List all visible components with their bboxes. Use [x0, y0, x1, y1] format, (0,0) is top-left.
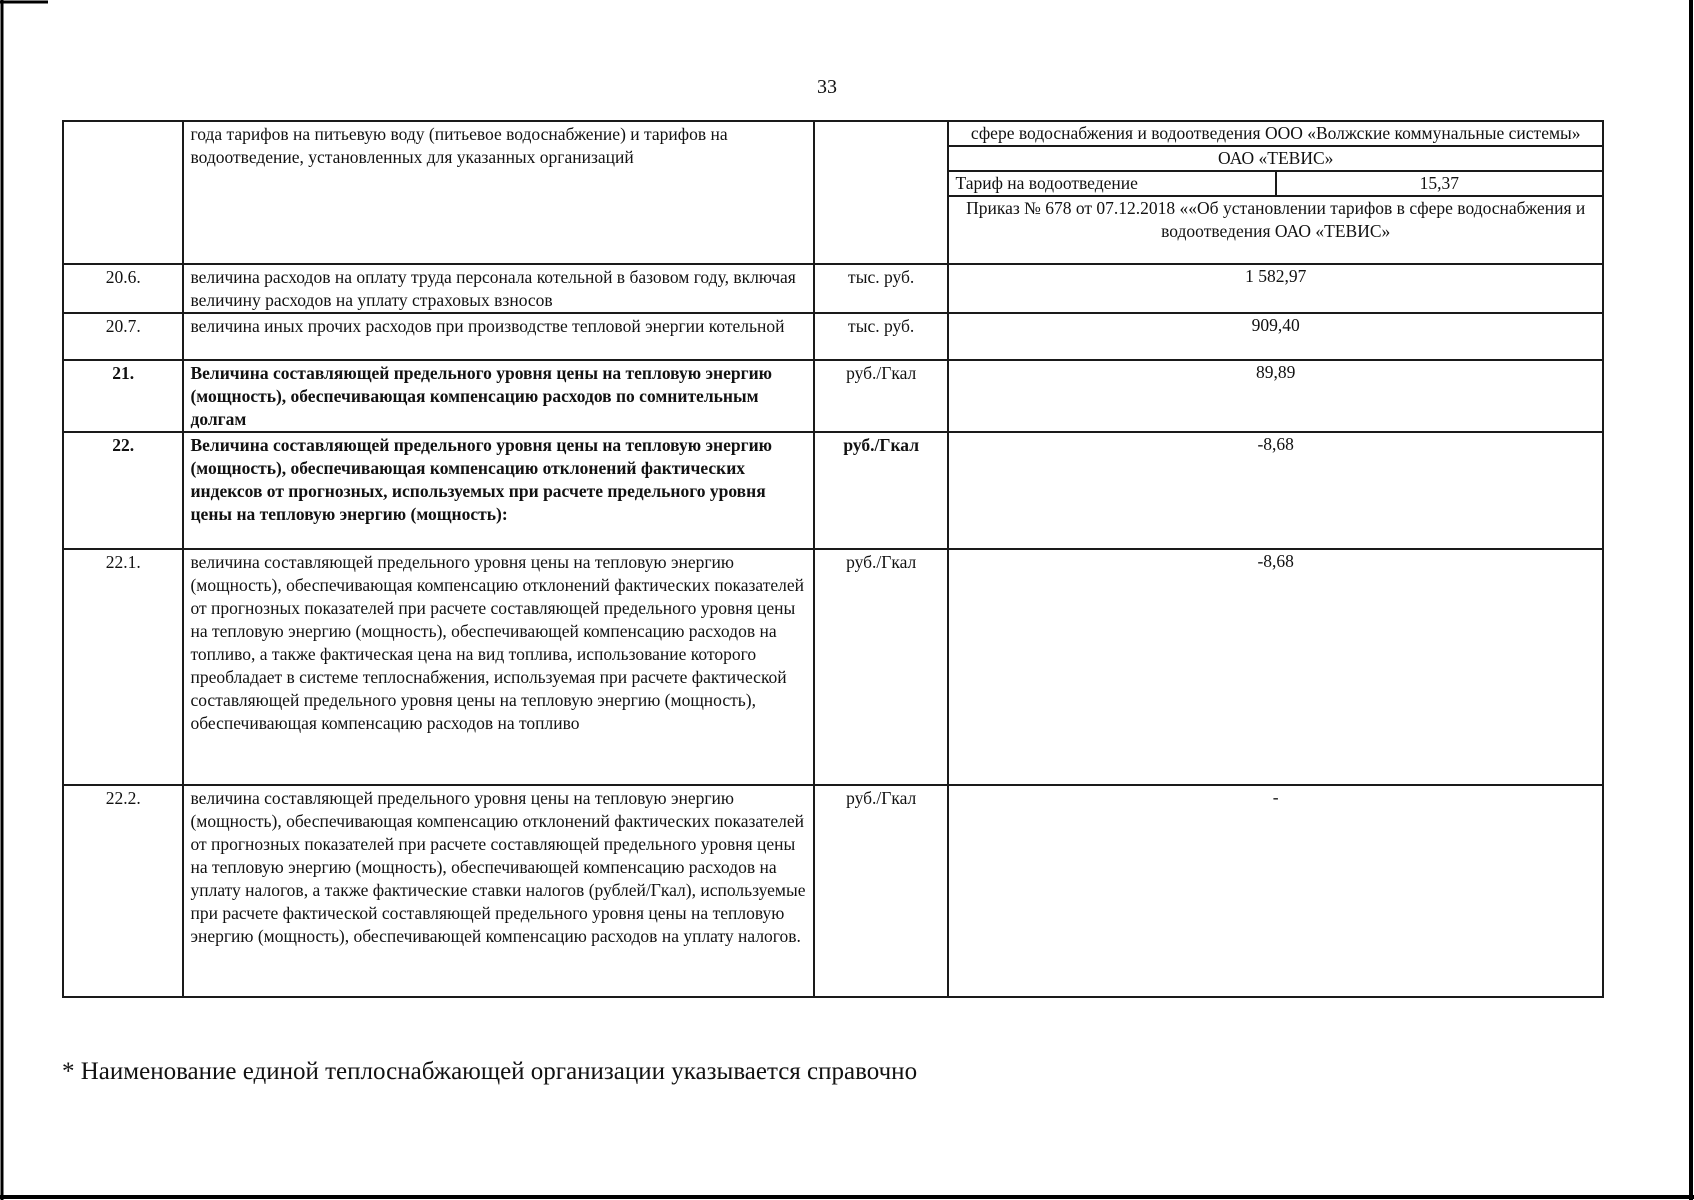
row-value: -8,68	[948, 549, 1603, 785]
row-unit	[814, 121, 949, 264]
table-row	[63, 360, 1603, 432]
tariff-label: Тариф на водоотведение	[949, 171, 1275, 196]
table-row	[63, 313, 1603, 360]
row-value: 909,40	[948, 313, 1603, 360]
row-number: 21.	[63, 360, 183, 432]
row-description: величина расходов на оплату труда персонала котельной в базовом году, включая величину расходов на уплату страховых взносов	[183, 264, 813, 313]
row-number: 20.7.	[63, 313, 183, 360]
row-description: величина составляющей предельного уровня цены на тепловую энергию (мощность), обеспечивающая компенсацию отклонений фактических показателей от прогнозных показателей при расчете составляющей предельного уровня цены на тепловую энергию (мощность), обеспечивающей компенсацию расходов на топливо, а также фактическая цена на вид топлива, использование которого преобладает в системе теплоснабжения, используемая при расчете фактической составляющей предельного уровня цены на тепловую энергию (мощность), обеспечивающая компенсацию расходов на топливо	[183, 549, 813, 785]
table-row	[63, 549, 1603, 785]
tariff-value: 15,37	[1276, 171, 1602, 196]
table-row-continuation	[63, 121, 1603, 264]
table-row	[63, 785, 1603, 997]
row-number	[63, 121, 183, 264]
row-value: 89,89	[948, 360, 1603, 432]
value-org-name: ОАО «ТЕВИС»	[949, 146, 1602, 171]
row-number: 22.1.	[63, 549, 183, 785]
row-value: -8,68	[948, 432, 1603, 549]
row-value-block	[948, 121, 1603, 264]
row-description: года тарифов на питьевую воду (питьевое водоснабжение) и тарифов на водоотведение, установленных для указанных организаций	[183, 121, 813, 264]
row-unit: руб./Гкал	[814, 785, 949, 997]
row-number: 22.2.	[63, 785, 183, 997]
data-table	[62, 120, 1604, 998]
row-unit: руб./Гкал	[814, 549, 949, 785]
row-number: 20.6.	[63, 264, 183, 313]
row-unit: руб./Гкал	[814, 432, 949, 549]
row-value: -	[948, 785, 1603, 997]
value-line-water-systems: сфере водоснабжения и водоотведения ООО «Волжские коммунальные системы»	[970, 123, 1581, 143]
order-reference: Приказ № 678 от 07.12.2018 ««Об установлении тарифов в сфере водоснабжения и водоотведения ОАО «ТЕВИС»	[949, 196, 1602, 243]
row-description: Величина составляющей предельного уровня цены на тепловую энергию (мощность), обеспечивающая компенсацию отклонений фактических индексов от прогнозных, используемых при расчете предельного уровня цены на тепловую энергию (мощность):	[183, 432, 813, 549]
row-description: величина иных прочих расходов при производстве тепловой энергии котельной	[183, 313, 813, 360]
row-number: 22.	[63, 432, 183, 549]
page-number: 33	[817, 76, 837, 98]
value-subtable	[949, 122, 1602, 243]
row-description: Величина составляющей предельного уровня цены на тепловую энергию (мощность), обеспечивающая компенсацию расходов по сомнительным долгам	[183, 360, 813, 432]
row-unit: тыс. руб.	[814, 313, 949, 360]
row-value: 1 582,97	[948, 264, 1603, 313]
row-unit: руб./Гкал	[814, 360, 949, 432]
row-description: величина составляющей предельного уровня цены на тепловую энергию (мощность), обеспечивающая компенсацию отклонений фактических показателей от прогнозных показателей при расчете составляющей предельного уровня цены на тепловую энергию (мощность), обеспечивающей компенсацию расходов на уплату налогов, а также фактические ставки налогов (рублей/Гкал), используемые при расчете фактической составляющей предельного уровня цены на тепловую энергию (мощность), обеспечивающей компенсацию расходов на уплату налогов.	[183, 785, 813, 997]
footnote: * Наименование единой теплоснабжающей организации указывается справочно	[62, 1058, 918, 1085]
row-unit: тыс. руб.	[814, 264, 949, 313]
table-row	[63, 264, 1603, 313]
table-row	[63, 432, 1603, 549]
